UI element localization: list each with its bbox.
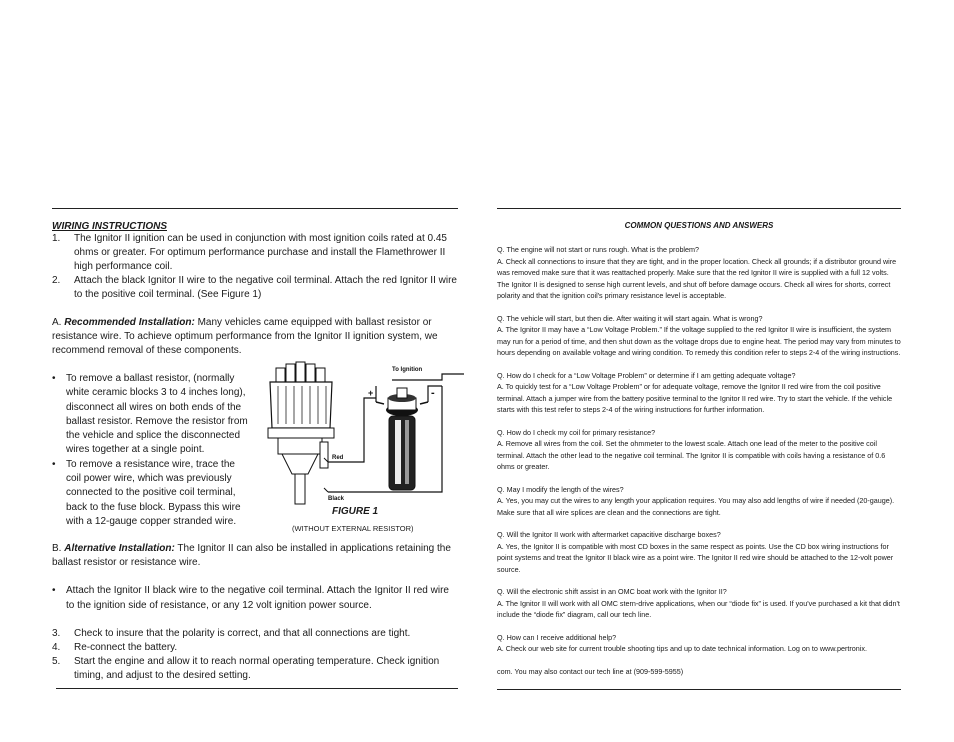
black-wire-label: Black: [328, 496, 345, 502]
answer: A. The Ignitor II may have a “Low Voltage Problem.” If the voltage supplied to the red Ignitor II wire is insufficient, the system may run for a period of time, and then shut down as the voltage drops due to engine heat. The period may vary from minutes to hours depending on available voltage and wiring condition. To remedy this condition refer to steps 2-4 of the wiring instructions.: [497, 325, 901, 357]
question: Q. Will the electronic shift assist in an OMC boat work with the Ignitor II?: [497, 587, 727, 596]
bullets-list-b: [52, 584, 458, 613]
to-ignition-label: To Ignition: [392, 367, 423, 373]
questions-answers-column: [497, 208, 901, 677]
red-wire-label: Red: [332, 455, 344, 461]
answer: A. Remove all wires from the coil. Set the ohmmeter to the lowest scale. Attach one lead of the meter to the positive coil terminal. Attach the other lead to the negative coil terminal. The Ignitor II is compatible with coils having a resistance of 0.6 ohms or greater.: [497, 439, 886, 471]
question: Q. Will the Ignitor II work with aftermarket capacitive discharge boxes?: [497, 530, 721, 539]
bullet-attach-wires: • Attach the Ignitor II black wire to the negative coil terminal. Attach the Ignitor II red wire to the ignition side of resistance, or any 12 volt ignition power source.: [52, 585, 449, 611]
step-2: 2. Attach the black Ignitor II wire to the negative coil terminal. Attach the red Ignitor II wire to the positive coil terminal. (See Figure 1): [52, 275, 457, 300]
question: Q. How can I receive additional help?: [497, 632, 617, 642]
qa-item-3: [497, 370, 901, 416]
top-rule-right: [497, 208, 901, 209]
figure-caption: FIGURE 1: [332, 506, 379, 517]
question: Q. How do I check my coil for primary resistance?: [497, 427, 656, 437]
bullets-list-a: [52, 372, 252, 529]
figure-1-wiring-diagram: [264, 358, 470, 540]
question: Q. The engine will not start or runs rough. What is the problem?: [497, 245, 700, 254]
minus-terminal-label: -: [431, 387, 435, 399]
step-3: 3. Check to insure that the polarity is correct, and that all connections are tight.: [52, 627, 411, 639]
alternative-installation-paragraph: B. Alternative Installation: The Ignitor II can also be installed in applications retaining the ballast resistor or resistance wire.: [52, 543, 451, 569]
answer: A. Yes, you may cut the wires to any length your application requires. You may also add lengths of wire if needed (20-gauge). Make sure that all wire splices are clean and the connections are tight.: [497, 496, 895, 517]
figure-subcaption: (WITHOUT EXTERNAL RESISTOR): [292, 524, 414, 533]
bottom-rule-right: [497, 689, 901, 690]
coil-illustration: [376, 388, 428, 490]
question: Q. May I modify the length of the wires?: [497, 484, 624, 494]
answer: A. To quickly test for a “Low Voltage Problem” or for adequate voltage, remove the Ignitor II red wire from the coil positive terminal. Attach a jumper wire from the battery positive terminal to the Ignitor II red wire. Try to start the vehicle. If the vehicle starts with this test refer to steps 2-4 of the wiring instructions for further information.: [497, 382, 893, 414]
answer: A. Check all connections to insure that they are tight, and in the proper location. Check all grounds; if a distributor ground wire was removed make sure that it was reattached properly. Make sure that the red Ignitor II wire is supplied with a full 12 volts. The Ignitor II is designed to sense high current levels, and shut off before damage occurs. Check all wires for shorts, correct polarity and that the ignition coil's primary resistance level is acceptable.: [497, 256, 897, 300]
steps-list-b: [52, 627, 458, 683]
wiring-instructions-heading: WIRING INSTRUCTIONS: [52, 221, 167, 232]
answer: A. Yes, the Ignitor II is compatible with most CD boxes in the same respect as points. Use the CD box wiring instructions for point systems and treat the Ignitor II black wire as a point wire. The Ignitor II red wire should be attached to the 12-volt power source.: [497, 541, 894, 574]
bullet-remove-resistance-wire: • To remove a resistance wire, trace the coil power wire, which was previously connected to the positive coil terminal, back to the fuse block. Bypass this wire with a 12-gauge copper stranded wire.: [52, 458, 241, 527]
wiring-diagram-svg: [264, 358, 470, 508]
step-4: 4. Re-connect the battery.: [52, 641, 178, 653]
qa-item-2: [497, 313, 901, 359]
recommended-installation-paragraph: A. Recommended Installation: Many vehicles came equipped with ballast resistor or resistance wire. To achieve optimum performance from the Ignitor II ignition system, we recommend removal of these components.: [52, 317, 438, 356]
qa-heading: COMMON QUESTIONS AND ANSWERS: [624, 221, 774, 230]
qa-item-5: [497, 484, 901, 519]
question: Q. The vehicle will start, but then die. After waiting it will start again. What is wrong?: [497, 313, 763, 323]
step-1: 1. The Ignitor II ignition can be used in conjunction with most ignition coils rated at 0.45 ohms or greater. For optimum performance purchase and install the Flamethrower II high performance coil.: [52, 233, 447, 272]
recommended-installation-label: Recommended Installation:: [64, 317, 195, 328]
wiring-instructions-column: [52, 208, 458, 683]
bottom-rule-left: [56, 688, 458, 689]
steps-list-a: [52, 232, 458, 302]
qa-item-6: [497, 529, 901, 575]
question: Q. How do I check for a “Low Voltage Problem” or determine if I am getting adequate voltage?: [497, 370, 796, 380]
qa-item-7: [497, 586, 901, 621]
qa-item-1: [497, 244, 901, 302]
tech-line-contact: com. You may also contact our tech line at (909-599-5955): [497, 666, 684, 676]
top-rule-left: [52, 208, 458, 209]
distributor-illustration: [268, 362, 334, 504]
bullet-remove-ballast: • To remove a ballast resistor, (normally white ceramic blocks 3 to 4 inches long), disconnect all wires on both ends of the ballast resistor. Remove the resistor from the vehicle and splice the disconnected wires together at a single point.: [52, 373, 248, 456]
answer: A. The Ignitor II will work with all OMC stern-drive applications, when our “diode fix” is used. If you've purchased a kit that didn't include the “diode fix” diagram, call our tech line.: [497, 598, 900, 619]
qa-item-8: [497, 632, 901, 655]
plus-terminal-label: +: [368, 388, 374, 398]
alternative-installation-label: Alternative Installation:: [64, 543, 175, 555]
step-5: 5. Start the engine and allow it to reach normal operating temperature. Check ignition timing, and adjust to the desired setting.: [52, 655, 440, 681]
qa-item-4: [497, 427, 901, 473]
answer: A. Check our web site for current trouble shooting tips and up to date technical information. Log on to www.pertronix.: [497, 644, 867, 653]
